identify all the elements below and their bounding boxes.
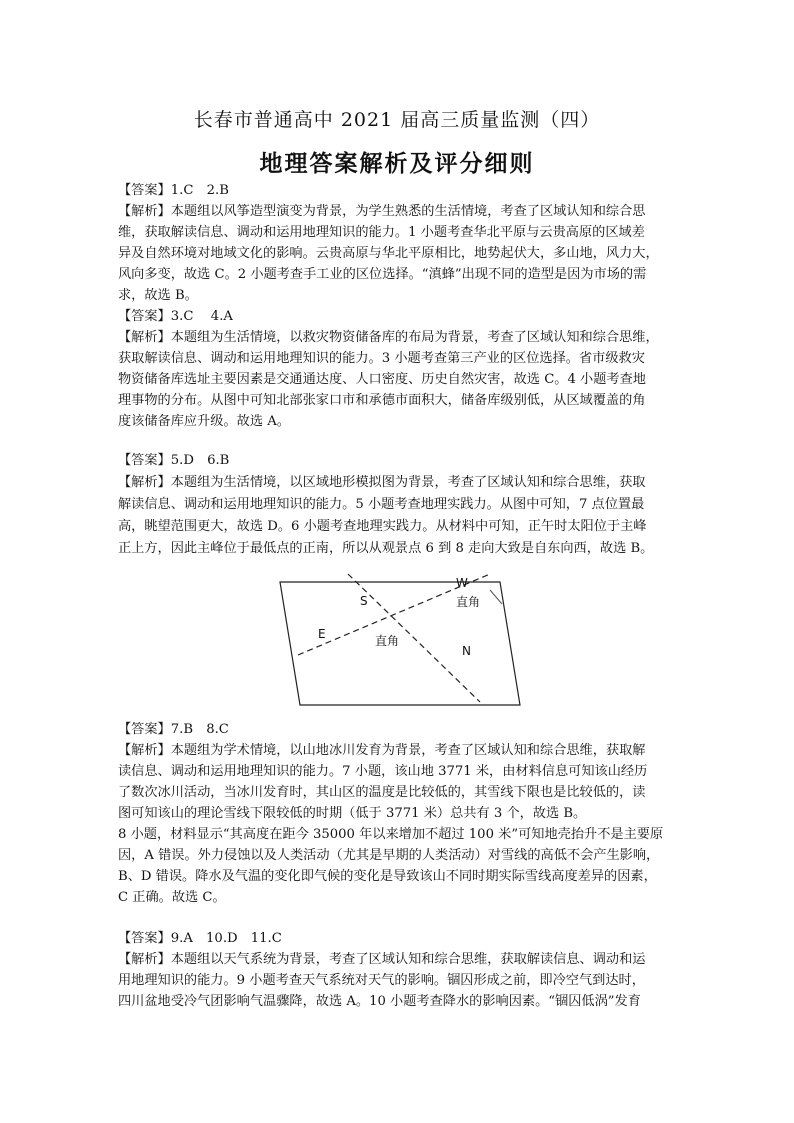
analysis-line: 【解析】本题组以风筝造型演变为背景，为学生熟悉的生活情境，考查了区域认知和综合思 xyxy=(118,204,646,219)
analysis-line: C 正确。故选 C。 xyxy=(118,890,226,905)
analysis-line: 四川盆地受冷气团影响气温骤降，故选 A。10 小题考查降水的影响因素。“锢囚低涡”发育 xyxy=(118,994,641,1009)
label-s: S xyxy=(360,594,368,608)
analysis-line: 物资储备库选址主要因素是交通通达度、人口密度、历史自然灾害，故选 C。4 小题考查地 xyxy=(118,372,646,387)
diagram-svg xyxy=(270,570,530,710)
analysis-line: 获取解读信息、调动和运用地理知识的能力。3 小题考查第三产业的区位选择。省市级救灾 xyxy=(118,351,645,366)
analysis-line: 【解析】本题组为生活情境，以区域地形模拟图为背景，考查了区域认知和综合思维，获取 xyxy=(118,475,646,490)
answer-line: 【答案】5.D 6.B xyxy=(118,453,230,468)
analysis-line: 图可知该山的理论雪线下限较低的时期（低于 3771 米）总共有 3 个，故选 B。 xyxy=(118,806,587,821)
analysis-line: 异及自然环境对地域文化的影响。云贵高原与华北平原相比，地势起伏大，多山地，风力大， xyxy=(118,246,659,261)
analysis-line: 解读信息、调动和运用地理知识的能力。5 小题考查地理实践力。从图中可知，7 点位置最 xyxy=(118,497,645,512)
label-e: E xyxy=(318,627,326,641)
right-angle-marker-line xyxy=(490,590,502,604)
answer-line: 【答案】3.C 4.A xyxy=(118,309,233,324)
analysis-line: 度该储备库应升级。故选 A。 xyxy=(118,414,290,429)
analysis-line: 高，眺望范围更大，故选 D。6 小题考查地理实践力。从材料中可知，正午时太阳位于主峰 xyxy=(118,519,647,534)
analysis-line: B、D 错误。降水及气温的变化即气候的变化是导致该山不同时期实际雪线高度差异的因素， xyxy=(118,869,657,884)
analysis-line: 风向多变，故选 C。2 小题考查手工业的区位选择。“滇蜂”出现不同的造型是因为市场的需 xyxy=(118,267,647,282)
analysis-line: 【解析】本题组为学术情境，以山地冰川发育为背景，考查了区域认知和综合思维，获取解 xyxy=(118,743,646,758)
answer-line: 【答案】7.B 8.C xyxy=(118,722,229,737)
answer-line: 【答案】9.A 10.D 11.C xyxy=(118,931,282,946)
analysis-line: 8 小题，材料显示“其高度在距今 35000 年以来增加不超过 100 米”可知地壳抬升不是主要原 xyxy=(118,827,664,842)
north-south-dashed-line xyxy=(348,574,480,702)
document-subtitle: 地理答案解析及评分细则 xyxy=(259,150,535,177)
analysis-line: 理事物的分布。从图中可知北部张家口市和承德市面积大，储备库级别低，从区域覆盖的角 xyxy=(118,393,646,408)
analysis-line: 【解析】本题组为生活情境，以救灾物资储备库的布局为背景，考查了区域认知和综合思维， xyxy=(118,330,659,345)
answer-line: 【答案】1.C 2.B xyxy=(118,183,229,198)
analysis-line: 正上方，因此主峰位于最低点的正南，所以从观景点 6 到 8 走向大致是自东向西，故选 B。 xyxy=(118,541,654,556)
terrain-direction-diagram xyxy=(270,570,530,710)
analysis-line: 了数次冰川活动，当冰川发育时，其山区的温度是比较低的，其雪线下限也是比较低的，读 xyxy=(118,785,646,800)
analysis-line: 读信息、调动和运用地理知识的能力。7 小题，该山地 3771 米，由材料信息可知该山经历 xyxy=(118,764,648,779)
analysis-line: 因，A 错误。外力侵蚀以及人类活动（尤其是早期的人类活动）对雪线的高低不会产生影响， xyxy=(118,848,660,863)
label-right-angle-center: 直角 xyxy=(375,634,400,648)
parallelogram-outline xyxy=(280,582,520,705)
label-right-angle-upper: 直角 xyxy=(456,595,481,609)
analysis-line: 求，故选 B。 xyxy=(118,288,198,303)
exam-title: 长春市普通高中 2021 届高三质量监测（四） xyxy=(193,109,601,131)
analysis-line: 维，获取解读信息、调动和运用地理知识的能力。1 小题考查华北平原与云贵高原的区域差 xyxy=(118,225,645,240)
label-w: W xyxy=(456,576,468,590)
label-n: N xyxy=(462,644,471,658)
analysis-line: 用地理知识的能力。9 小题考查天气系统对天气的影响。锢囚形成之前，即冷空气到达时， xyxy=(118,973,645,988)
analysis-line: 【解析】本题组以天气系统为背景，考查了区域认知和综合思维，获取解读信息、调动和运 xyxy=(118,952,646,967)
